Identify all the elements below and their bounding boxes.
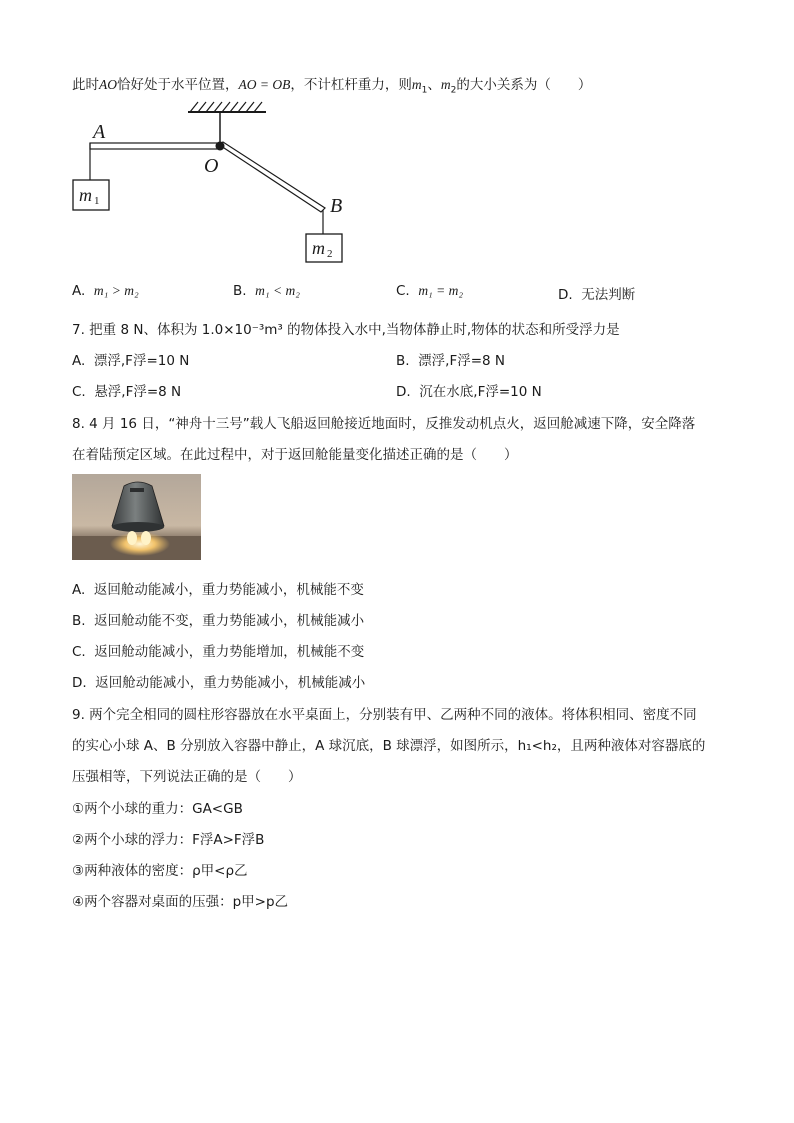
q8-option-b-key: B.	[72, 613, 86, 629]
label-o: O	[204, 155, 219, 177]
q7-option-b-text: 漂浮,F浮=8 N	[418, 353, 506, 369]
q6-option-c-text: m₁ = m₂	[418, 283, 464, 298]
label-m2: m	[312, 238, 325, 258]
q6-option-b-key: B.	[233, 283, 247, 299]
q6-stem-m2-sub: 2	[450, 85, 457, 96]
q8-option-a-text: 返回舱动能减小，重力势能减小，机械能不变	[93, 582, 364, 598]
q6-stem-text-b: 恰好处于水平位置，	[117, 77, 239, 93]
lever-arm-ao	[90, 143, 220, 149]
q7-option-d[interactable]	[396, 380, 542, 400]
q7-option-c-text: 悬浮,F浮=8 N	[94, 384, 182, 400]
label-m2-sub: 2	[327, 248, 333, 260]
q6-stem-equation: AO = OB	[238, 77, 291, 92]
capsule-photo	[72, 474, 201, 560]
q8-option-c[interactable]	[72, 640, 364, 660]
lever-diagram	[60, 98, 360, 270]
q7-option-a-key: A.	[72, 353, 86, 369]
q9-stem-line3: 压强相等，下列说法正确的是（ ）	[72, 769, 302, 785]
q6-option-d[interactable]	[558, 283, 635, 303]
q9-statement-2: ②两个小球的浮力：F浮A>F浮B	[72, 832, 265, 848]
lever-arm-ob	[218, 142, 325, 212]
q7-option-c[interactable]	[72, 380, 181, 400]
label-b: B	[330, 195, 343, 217]
q6-option-a-key: A.	[72, 283, 86, 299]
q8-option-c-text: 返回舱动能减小，重力势能增加，机械能不变	[94, 644, 365, 660]
q8-option-a-key: A.	[72, 582, 86, 598]
q6-stem	[72, 73, 591, 96]
q6-stem-ao: AO	[99, 77, 117, 92]
q7-option-a[interactable]	[72, 349, 189, 369]
q8-stem-line1: 8. 4 月 16 日，“神舟十三号”载人飞船返回舱接近地面时，反推发动机点火，返回舱减速下降，安全降落	[72, 416, 696, 432]
q8-stem-line2: 在着陆预定区域。在此过程中，对于返回舱能量变化描述正确的是（ ）	[72, 447, 518, 463]
q6-stem-m1-sub: 1	[421, 85, 428, 96]
label-a: A	[93, 121, 106, 143]
q8-option-c-key: C.	[72, 644, 86, 660]
q6-stem-m2: m	[440, 77, 451, 92]
q7-option-c-key: C.	[72, 384, 86, 400]
q6-option-c[interactable]	[396, 283, 463, 299]
q6-stem-text-c: ，不计杠杆重力，则	[290, 77, 412, 93]
q9-statement-4: ④两个容器对桌面的压强：p甲>p乙	[72, 894, 289, 910]
q6-stem-text-d: 的大小关系为（ ）	[456, 77, 592, 93]
q7-option-d-text: 沉在水底,F浮=10 N	[419, 384, 542, 400]
q8-option-a[interactable]	[72, 578, 364, 598]
q9-statement-3: ③两种液体的密度：ρ甲<ρ乙	[72, 863, 248, 879]
q8-option-d-key: D.	[72, 675, 87, 691]
q6-option-b[interactable]	[233, 283, 300, 299]
q7-stem: 7. 把重 8 N、体积为 1.0×10⁻³m³ 的物体投入水中,当物体静止时,物体的状态和所受浮力是	[72, 322, 620, 338]
q8-option-b[interactable]	[72, 609, 364, 629]
q7-option-b-key: B.	[396, 353, 410, 369]
q6-stem-separator: 、	[427, 77, 441, 93]
q6-option-a[interactable]	[72, 283, 139, 299]
q6-option-c-key: C.	[396, 283, 410, 299]
q7-option-d-key: D.	[396, 384, 411, 400]
pivot-point	[216, 142, 225, 151]
q6-option-b-text: m₁ < m₂	[255, 283, 300, 298]
label-m1-sub: 1	[94, 195, 100, 207]
q9-stem-line1: 9. 两个完全相同的圆柱形容器放在水平桌面上，分别装有甲、乙两种不同的液体。将体积相同、密度不同	[72, 707, 697, 723]
q7-option-b[interactable]	[396, 349, 505, 369]
capsule-photo-art	[72, 474, 201, 560]
q6-option-d-text: 无法判断	[581, 287, 636, 303]
q6-option-d-key: D.	[558, 287, 573, 303]
label-m1: m	[79, 185, 92, 205]
q7-option-a-text: 漂浮,F浮=10 N	[93, 353, 190, 369]
q8-option-d-text: 返回舱动能减小，重力势能减小，机械能减小	[95, 675, 366, 691]
q6-stem-m1: m	[411, 77, 422, 92]
q9-statement-1: ①两个小球的重力：GA<GB	[72, 801, 243, 817]
q9-stem-line2: 的实心小球 A、B 分别放入容器中静止，A 球沉底，B 球漂浮，如图所示，h₁<h₂，且两种液体对容器底的	[72, 738, 706, 754]
q8-option-b-text: 返回舱动能不变，重力势能减小，机械能减小	[94, 613, 365, 629]
ceiling-hatch	[190, 102, 262, 112]
q8-option-d[interactable]	[72, 671, 365, 691]
q6-option-a-text: m₁ > m₂	[93, 283, 139, 298]
q6-stem-text-a: 此时	[72, 77, 99, 93]
